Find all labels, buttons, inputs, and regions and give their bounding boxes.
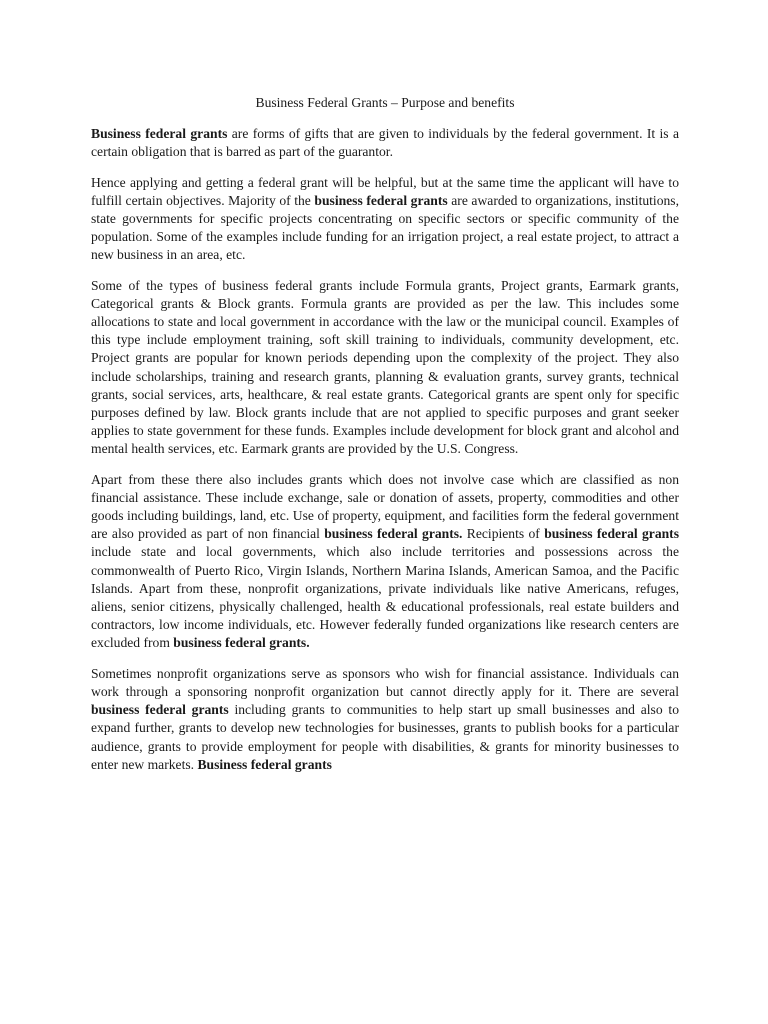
page-title: Business Federal Grants – Purpose and benefits	[255, 95, 515, 110]
paragraph-text: Some of the types of business federal grants include Formula grants, Project grants, Earmark grants, Categorical grants & Block grants. Formula grants are provided as per the law. This includes some allocations to state and local government in accordance with the law or the municipal council. Examples of this type include employment training, soft skill training to individuals, community development, etc. Project grants are popular for known periods depending upon the complexity of the project. They also include scholarships, training and research grants, planning & evaluation grants, survey grants, technical grants, social services, arts, healthcare, & real estate grants. Categorical grants are spent only for specific purposes defined by law. Block grants include that are not applied to specific purposes and grant seeker applies to state government for these funds. Examples include development for block grant and alcohol and mental health services, etc. Earmark grants are provided by the U.S. Congress.	[91, 277, 679, 457]
keyword-bold: business federal grants.	[173, 635, 310, 651]
paragraph-text: include state and local governments, which also include territories and possessions across the commonwealth of Puerto Rico, Virgin Islands, Northern Marina Islands, American Samoa, and the Pacific Islands. Apart from these, nonprofit organizations, private individuals like native Americans, refuges, aliens, senior citizens, physically challenged, health & educational professionals, real estate builders and contractors, low income individuals, etc. However federally funded organizations like research centers are excluded from	[91, 544, 679, 651]
paragraph-5	[91, 665, 679, 774]
paragraph-text: Apart from these there also includes grants which does not involve case which are classified as non financial assistance. These include exchange, sale or donation of assets, property, commodities and other goods including buildings, land, etc. Use of property, equipment, and facilities form the federal government are also provided as part of non financial	[91, 471, 679, 542]
keyword-bold: business federal grants	[314, 192, 448, 208]
paragraph-text: Sometimes nonprofit organizations serve as sponsors who wish for financial assistance. Individuals can work through a sponsoring nonprofit organization but cannot directly apply for it. There are several	[91, 665, 679, 699]
paragraph-text: are forms of gifts that are given to individuals by the federal government. It is a certain obligation that is barred as part of the guarantor.	[91, 126, 679, 160]
paragraph-1	[91, 125, 679, 161]
paragraph-4	[91, 471, 679, 653]
paragraph-text: Recipients of	[462, 526, 545, 542]
keyword-bold: Business federal grants	[197, 756, 332, 772]
paragraph-3	[91, 277, 679, 459]
paragraph-2	[91, 174, 679, 265]
document-body	[91, 94, 679, 786]
paragraph-text: Hence applying and getting a federal grant will be helpful, but at the same time the applicant will have to fulfill certain objectives. Majority of the	[91, 174, 679, 208]
keyword-bold: business federal grants	[91, 702, 229, 718]
paragraph-text: including grants to communities to help start up small businesses and also to expand further, grants to develop new technologies for businesses, grants to publish books for a particular audience, grants to provide employment for people with disabilities, & grants for minority businesses to enter new markets.	[91, 702, 679, 772]
keyword-bold: business federal grants.	[324, 526, 463, 542]
keyword-bold: business federal grants	[544, 526, 679, 542]
keyword-bold: Business federal grants	[91, 126, 228, 142]
paragraph-text: are awarded to organizations, institutions, state governments for specific projects concentrating on specific sectors or specific community of the population. Some of the examples include funding for an irrigation project, a real estate project, to attract a new business in an area, etc.	[91, 192, 679, 263]
